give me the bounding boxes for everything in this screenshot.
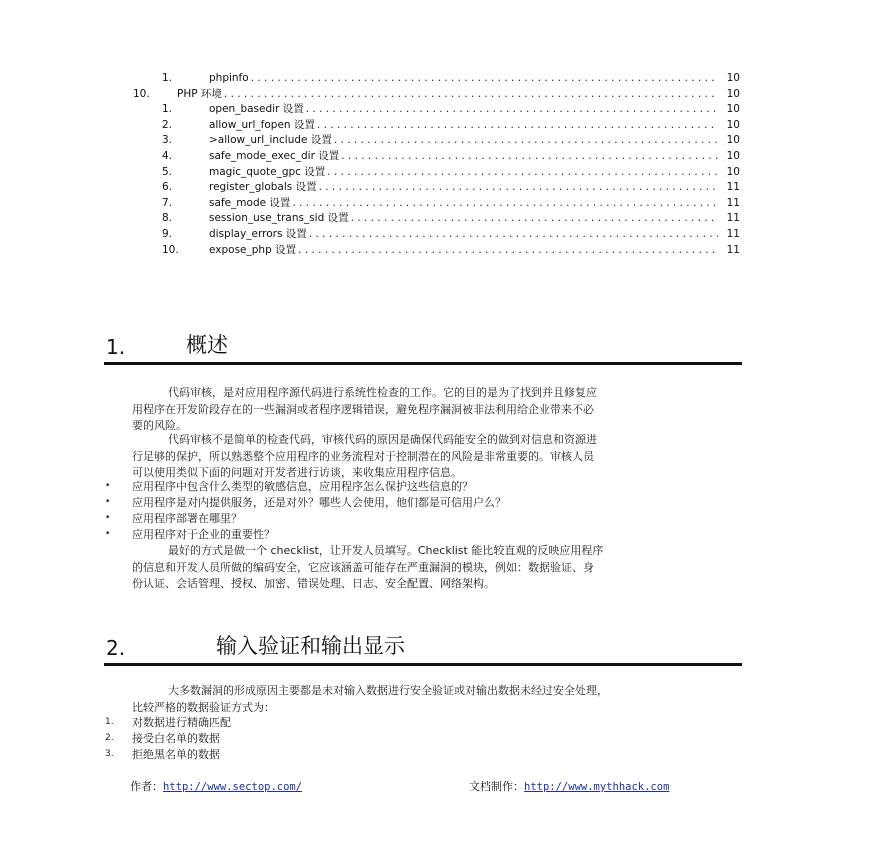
toc-title: PHP 环境 xyxy=(177,87,222,100)
toc-title: safe_mode_exec_dir 设置 xyxy=(209,150,340,162)
question-bullet-list xyxy=(105,479,745,543)
toc-leader-dots xyxy=(319,181,718,194)
toc-page-number: 10 xyxy=(726,134,740,147)
toc-number: 6. xyxy=(162,181,173,194)
toc-leader-dots xyxy=(251,72,718,85)
toc-entry[interactable] xyxy=(162,72,740,86)
list-item xyxy=(105,479,745,495)
list-item-text: 拒绝黑名单的数据 xyxy=(132,748,220,761)
validation-method-list xyxy=(105,715,505,763)
section-heading-input-validation xyxy=(104,636,742,666)
author-label: 作者： xyxy=(130,780,163,793)
bullet-icon: • xyxy=(105,481,111,491)
document-link[interactable]: http://www.mythhack.com xyxy=(524,781,670,793)
text-line: 比较严格的数据验证方式为： xyxy=(132,700,275,714)
toc-title: safe_mode 设置 xyxy=(209,196,291,209)
toc-number: 10. xyxy=(133,87,150,100)
toc-page-number: 10 xyxy=(726,150,740,162)
list-item xyxy=(105,511,745,527)
list-item-text: 应用程序中包含什么类型的敏感信息，应用程序怎么保护这些信息的？ xyxy=(132,480,473,493)
toc-number: 2. xyxy=(162,118,173,131)
toc-leader-dots xyxy=(298,244,718,257)
section-number: 1. xyxy=(106,335,126,359)
list-item xyxy=(105,731,505,747)
author-credit xyxy=(130,778,302,794)
toc-leader-dots xyxy=(341,150,718,163)
toc-leader-dots xyxy=(334,134,718,147)
overview-paragraph-3 xyxy=(132,543,752,593)
toc-number: 3. xyxy=(162,134,173,147)
toc-title: >allow_url_include 设置 xyxy=(209,134,332,147)
toc-leader-dots xyxy=(317,119,718,132)
toc-leader-dots xyxy=(309,228,718,241)
toc-page-number: 11 xyxy=(726,243,740,256)
bullet-icon: • xyxy=(105,529,111,539)
text-line: 可以使用类似下面的问题对开发者进行访谈，来收集应用程序信息。 xyxy=(132,466,462,479)
toc-leader-dots xyxy=(292,197,718,210)
toc-entry[interactable] xyxy=(162,228,740,242)
list-item-text: 应用程序是对内提供服务，还是对外？哪些人会使用，他们都是可信用户么？ xyxy=(132,496,506,509)
validation-paragraph xyxy=(132,683,762,716)
toc-page-number: 11 xyxy=(726,212,740,225)
toc-leader-dots xyxy=(306,103,718,116)
list-item xyxy=(105,715,505,731)
overview-paragraph-1 xyxy=(132,385,752,435)
toc-entry[interactable] xyxy=(162,166,740,180)
toc-page-number: 11 xyxy=(726,181,740,194)
text-line: 最好的方式是做一个 checklist，让开发人员填写。Checklist 能比较直观的反映应用程序 xyxy=(168,544,604,557)
section-title: 输入验证和输出显示 xyxy=(216,634,405,658)
toc-number: 9. xyxy=(162,228,173,240)
list-number: 3. xyxy=(105,749,114,759)
text-line: 大多数漏洞的形成原因主要都是未对输入数据进行安全验证或对输出数据未经过安全处理， xyxy=(168,684,608,697)
list-item xyxy=(105,747,505,763)
text-line: 代码审核不是简单的检查代码，审核代码的原因是确保代码能安全的做到对信息和资源进 xyxy=(168,433,597,446)
heading-rule xyxy=(104,362,742,365)
heading-rule xyxy=(104,663,742,666)
document-credit xyxy=(469,778,669,794)
toc-entry[interactable] xyxy=(162,150,740,164)
list-item xyxy=(105,527,745,543)
toc-number: 1. xyxy=(162,72,173,84)
toc-entry[interactable] xyxy=(162,197,740,211)
list-item-text: 对数据进行精确匹配 xyxy=(132,716,231,729)
toc-page-number: 10 xyxy=(726,87,740,100)
toc-number: 7. xyxy=(162,196,173,209)
list-item-text: 应用程序对于企业的重要性？ xyxy=(132,528,275,541)
bullet-icon: • xyxy=(105,497,111,507)
text-line: 份认证、会话管理、授权、加密、错误处理、日志、安全配置、网络架构。 xyxy=(132,577,495,590)
toc-title: register_globals 设置 xyxy=(209,181,317,194)
bullet-icon: • xyxy=(105,513,111,523)
document-label: 文档制作： xyxy=(469,780,524,793)
toc-entry[interactable] xyxy=(162,119,740,133)
toc-title: display_errors 设置 xyxy=(209,228,307,240)
list-number: 1. xyxy=(105,717,114,727)
toc-entry[interactable] xyxy=(162,103,740,117)
toc-number: 5. xyxy=(162,165,173,178)
toc-page-number: 11 xyxy=(726,196,740,209)
list-item-text: 应用程序部署在哪里？ xyxy=(132,512,242,525)
toc-leader-dots xyxy=(351,212,718,225)
toc-page-number: 10 xyxy=(726,165,740,178)
list-item-text: 接受白名单的数据 xyxy=(132,732,220,745)
toc-page-number: 10 xyxy=(726,103,740,116)
list-number: 2. xyxy=(105,733,114,743)
section-heading-overview xyxy=(104,335,742,365)
toc-title: open_basedir 设置 xyxy=(209,103,304,116)
toc-title: expose_php 设置 xyxy=(209,243,297,256)
toc-entry[interactable] xyxy=(162,244,740,258)
toc-leader-dots xyxy=(224,88,718,101)
list-item xyxy=(105,495,745,511)
section-number: 2. xyxy=(106,636,126,660)
text-line: 行足够的保护，所以熟悉整个应用程序的业务流程对于控制潜在的风险是非常重要的。审核人员 xyxy=(132,449,594,463)
toc-entry[interactable] xyxy=(162,181,740,195)
overview-paragraph-2 xyxy=(132,432,752,482)
author-link[interactable]: http://www.sectop.com/ xyxy=(163,781,303,793)
toc-entry[interactable] xyxy=(162,212,740,226)
toc-page-number: 10 xyxy=(726,118,740,131)
toc-page-number: 11 xyxy=(726,228,740,240)
toc-page-number: 10 xyxy=(726,72,740,84)
toc-number: 8. xyxy=(162,212,173,225)
toc-title: phpinfo xyxy=(209,72,249,84)
toc-number: 10. xyxy=(162,243,179,256)
text-line: 的信息和开发人员所做的编码安全，它应该涵盖可能存在严重漏洞的模块，例如：数据验证、身 xyxy=(132,560,594,574)
text-line: 用程序在开发阶段存在的一些漏洞或者程序逻辑错误，避免程序漏洞被非法利用给企业带来不必 xyxy=(132,402,594,416)
toc-number: 1. xyxy=(162,103,173,116)
toc-title: allow_url_fopen 设置 xyxy=(209,118,315,131)
text-line: 要的风险。 xyxy=(132,419,187,432)
toc-title: magic_quote_gpc 设置 xyxy=(209,165,326,178)
toc-title: session_use_trans_sid 设置 xyxy=(209,212,349,225)
text-line: 代码审核，是对应用程序源代码进行系统性检查的工作。它的目的是为了找到并且修复应 xyxy=(168,386,597,399)
section-title: 概述 xyxy=(186,333,228,357)
toc-leader-dots xyxy=(327,166,718,179)
toc-entry[interactable] xyxy=(133,88,740,102)
toc-entry[interactable] xyxy=(162,134,740,148)
toc-number: 4. xyxy=(162,150,173,162)
